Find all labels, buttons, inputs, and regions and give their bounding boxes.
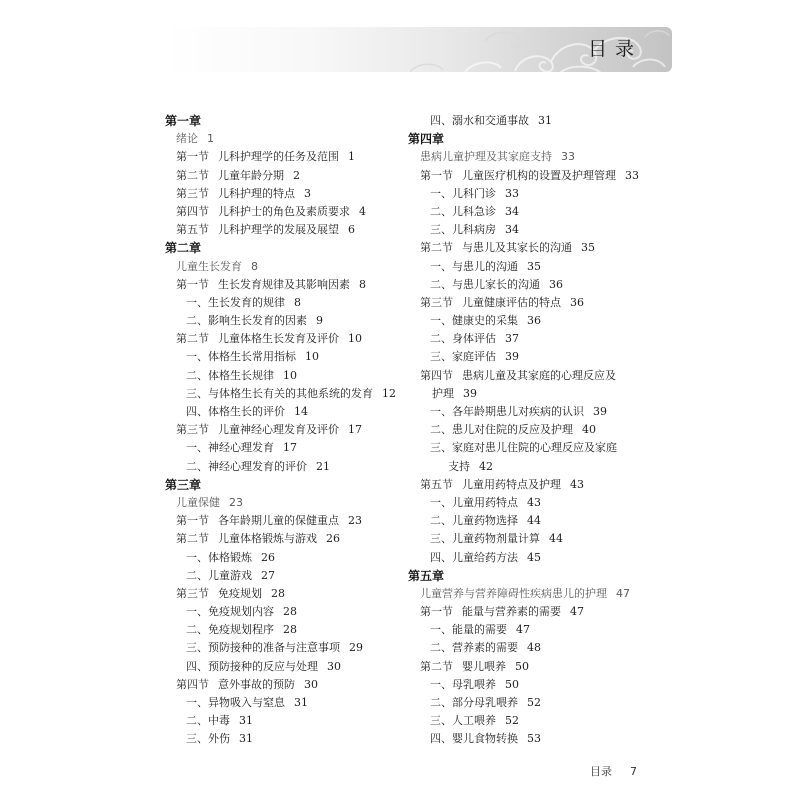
toc-entry-section	[165, 585, 401, 603]
toc-entry-section	[165, 512, 401, 530]
entry-page: 30	[304, 677, 318, 691]
entry-page: 47	[570, 605, 584, 619]
entry-title: 一、异物吸入与窒息	[186, 696, 285, 709]
entry-title: 意外事故的预防	[218, 677, 295, 691]
entry-title: 四、婴儿食物转换	[430, 732, 518, 746]
entry-page: 28	[283, 605, 297, 619]
entry-page: 44	[527, 514, 541, 528]
entry-title: 二、儿科急诊	[430, 204, 496, 218]
toc-entry-section	[408, 239, 670, 257]
toc-entry-subsection	[408, 348, 670, 366]
entry-title: 二、中毒	[186, 714, 230, 728]
section-number: 第一节	[176, 150, 209, 164]
toc-entry-chapter-title	[165, 494, 401, 512]
entry-page: 17	[283, 441, 297, 455]
entry-page: 48	[527, 641, 541, 655]
header-banner	[165, 27, 672, 72]
entry-title: 二、部分母乳喂养	[430, 696, 518, 709]
entry-page: 43	[527, 495, 541, 509]
toc-entry-section	[165, 221, 401, 239]
chapter-heading	[408, 567, 670, 585]
entry-title: 二、影响生长发育的因素	[186, 314, 307, 328]
toc-entry-continuation	[408, 385, 670, 403]
entry-page: 45	[527, 550, 541, 564]
entry-title: 三、与体格生长有关的其他系统的发育	[186, 386, 373, 400]
entry-title: 一、免疫规划内容	[186, 605, 274, 619]
entry-page: 36	[570, 295, 584, 309]
toc-entry-subsection	[165, 567, 401, 585]
entry-page: 27	[261, 568, 275, 582]
toc-entry-subsection	[408, 694, 670, 712]
toc-entry-subsection	[408, 639, 670, 657]
toc-entry-chapter-title	[165, 258, 401, 276]
entry-title: 二、儿童游戏	[186, 568, 252, 582]
toc-entry-subsection	[408, 112, 670, 130]
toc-entry-section	[165, 330, 401, 348]
entry-title: 儿童体格锻炼与游戏	[218, 532, 317, 546]
entry-page: 47	[516, 623, 530, 637]
toc-column-right	[408, 112, 670, 749]
page-title: 目 录	[588, 38, 636, 60]
entry-page: 53	[527, 732, 541, 746]
entry-page: 6	[348, 223, 355, 237]
section-number: 第一节	[176, 277, 209, 291]
toc-entry-section	[165, 167, 401, 185]
toc-column-left	[165, 112, 401, 749]
entry-page: 28	[283, 623, 297, 637]
toc-entry-subsection	[165, 639, 401, 657]
entry-page: 8	[294, 295, 301, 309]
chapter-title: 第三章	[165, 477, 202, 492]
entry-page: 28	[271, 586, 285, 600]
section-number: 第三节	[176, 186, 209, 200]
entry-title: 一、健康史的采集	[430, 314, 518, 328]
entry-page: 33	[505, 186, 519, 200]
entry-title: 三、人工喂养	[430, 714, 496, 728]
entry-title: 支持	[448, 459, 470, 473]
entry-page: 39	[505, 350, 519, 364]
entry-title: 儿童健康评估的特点	[462, 295, 561, 309]
section-number: 第四节	[176, 204, 209, 218]
entry-page: 50	[505, 677, 519, 691]
entry-page: 33	[561, 150, 575, 164]
toc-entry-subsection	[408, 494, 670, 512]
toc-entry-subsection	[165, 294, 401, 312]
section-number: 第二节	[176, 332, 209, 346]
entry-page: 1	[348, 150, 355, 164]
entry-title: 各年龄期儿童的保健重点	[218, 514, 339, 528]
entry-page: 2	[293, 168, 300, 182]
toc-entry-subsection	[408, 276, 670, 294]
entry-title: 一、生长发育的规律	[186, 295, 285, 309]
entry-title: 儿童体格生长发育及评价	[218, 332, 339, 346]
entry-page: 43	[570, 477, 584, 491]
toc-entry-subsection	[165, 549, 401, 567]
entry-page: 47	[616, 586, 630, 600]
toc-entry-subsection	[165, 403, 401, 421]
toc-entry-subsection	[408, 403, 670, 421]
toc-entry-subsection	[408, 530, 670, 548]
section-number: 第五节	[176, 223, 209, 237]
entry-title: 一、神经心理发育	[186, 441, 274, 455]
toc-entry-subsection	[165, 712, 401, 730]
entry-title: 护理	[432, 386, 454, 400]
entry-page: 39	[593, 405, 607, 418]
chapter-title: 第二章	[165, 241, 202, 256]
toc-entry-subsection	[408, 421, 670, 439]
entry-page: 31	[538, 114, 552, 127]
toc-entry-subsection	[408, 549, 670, 567]
toc-entry-section	[165, 276, 401, 294]
chapter-title: 第五章	[408, 568, 445, 583]
entry-title: 与患儿及其家长的沟通	[462, 241, 572, 255]
entry-page: 34	[505, 223, 519, 237]
chapter-heading	[408, 130, 670, 148]
entry-page: 52	[527, 696, 541, 709]
entry-title: 二、免疫规划程序	[186, 623, 274, 637]
entry-title: 儿童用药特点及护理	[462, 477, 561, 491]
entry-title: 二、患儿对住院的反应及护理	[430, 423, 573, 437]
toc-entry-subsection	[408, 221, 670, 239]
entry-title: 四、儿童给药方法	[430, 550, 518, 564]
toc-entry-chapter-title	[408, 585, 670, 603]
entry-page: 35	[527, 259, 541, 273]
toc-entry-subsection	[165, 312, 401, 330]
entry-title: 绪论	[176, 132, 198, 146]
entry-title: 四、预防接种的反应与处理	[186, 659, 318, 673]
toc-entry-subsection	[165, 458, 401, 476]
toc-entry-subsection	[165, 730, 401, 748]
entry-page: 17	[348, 423, 362, 437]
entry-page: 31	[239, 732, 253, 746]
toc-entry-section	[165, 421, 401, 439]
entry-page: 34	[505, 204, 519, 218]
toc-entry-section	[165, 530, 401, 548]
entry-title: 能量与营养素的需要	[462, 605, 561, 619]
entry-title: 三、预防接种的准备与注意事项	[186, 641, 340, 655]
toc-entry-section	[408, 294, 670, 312]
toc-entry-subsection	[165, 694, 401, 712]
entry-title: 二、神经心理发育的评价	[186, 459, 307, 473]
entry-title: 儿科护理的特点	[218, 186, 295, 200]
toc-entry-subsection	[165, 385, 401, 403]
entry-page: 42	[479, 459, 493, 473]
entry-title: 三、外伤	[186, 732, 230, 746]
entry-title: 一、儿科门诊	[430, 186, 496, 200]
toc-entry-subsection	[408, 621, 670, 639]
entry-title: 二、与患儿家长的沟通	[430, 277, 540, 291]
toc-entry-subsection	[165, 439, 401, 457]
entry-page: 8	[251, 259, 258, 273]
entry-title: 儿童神经心理发育及评价	[218, 423, 339, 437]
entry-title: 儿童生长发育	[176, 259, 242, 273]
section-number: 第四节	[176, 677, 209, 691]
section-number: 第三节	[176, 423, 209, 437]
entry-title: 患病儿童护理及其家庭支持	[420, 150, 552, 164]
entry-title: 儿科护士的角色及素质要求	[218, 204, 350, 218]
entry-title: 四、溺水和交通事故	[430, 114, 529, 127]
entry-title: 儿科护理学的任务及范围	[218, 150, 339, 164]
entry-page: 12	[382, 386, 396, 400]
entry-page: 31	[239, 714, 253, 728]
toc-entry-subsection	[408, 258, 670, 276]
entry-title: 生长发育规律及其影响因素	[218, 277, 350, 291]
toc-entry-section	[408, 167, 670, 185]
entry-title: 免疫规划	[218, 586, 262, 600]
entry-page: 14	[294, 405, 308, 418]
toc-entry-subsection	[408, 712, 670, 730]
entry-page: 26	[326, 532, 340, 546]
toc-entry-section	[408, 367, 670, 385]
entry-title: 三、家庭对患儿住院的心理反应及家庭	[430, 441, 617, 455]
toc-entry-chapter-title	[165, 130, 401, 148]
entry-title: 一、能量的需要	[430, 623, 507, 637]
toc-entry-subsection	[408, 439, 670, 457]
entry-page: 10	[283, 368, 297, 382]
entry-page: 44	[549, 532, 563, 546]
entry-title: 儿童保健	[176, 495, 220, 509]
entry-title: 一、体格锻炼	[186, 550, 252, 564]
section-number: 第二节	[176, 532, 209, 546]
toc-entry-subsection	[408, 312, 670, 330]
entry-title: 一、儿童用药特点	[430, 495, 518, 509]
section-number: 第四节	[420, 368, 453, 382]
toc-entry-section	[408, 476, 670, 494]
entry-page: 39	[463, 386, 477, 400]
running-footer-label: 目录	[590, 765, 612, 778]
toc-entry-continuation	[408, 458, 670, 476]
chapter-title: 第四章	[408, 132, 445, 147]
entry-page: 26	[261, 550, 275, 564]
entry-page: 23	[348, 514, 362, 528]
section-number: 第二节	[420, 659, 453, 673]
toc-entry-section	[165, 203, 401, 221]
entry-title: 三、儿科病房	[430, 223, 496, 237]
entry-page: 36	[549, 277, 563, 291]
entry-page: 23	[229, 495, 243, 509]
entry-title: 儿童医疗机构的设置及护理管理	[462, 168, 616, 182]
entry-page: 4	[359, 204, 366, 218]
entry-page: 3	[304, 186, 311, 200]
entry-title: 儿童营养与营养障碍性疾病患儿的护理	[420, 586, 607, 600]
section-number: 第三节	[420, 295, 453, 309]
entry-title: 二、体格生长规律	[186, 368, 274, 382]
entry-page: 1	[207, 132, 214, 146]
toc-entry-subsection	[408, 203, 670, 221]
entry-title: 一、体格生长常用指标	[186, 350, 296, 364]
entry-title: 二、营养素的需要	[430, 641, 518, 655]
entry-title: 一、与患儿的沟通	[430, 259, 518, 273]
toc-entry-subsection	[408, 676, 670, 694]
entry-page: 31	[294, 696, 308, 709]
entry-title: 儿童年龄分期	[218, 168, 284, 182]
entry-title: 一、母乳喂养	[430, 677, 496, 691]
entry-page: 33	[625, 168, 639, 182]
entry-page: 8	[359, 277, 366, 291]
entry-title: 患病儿童及其家庭的心理反应及	[462, 368, 616, 382]
section-number: 第五节	[420, 477, 453, 491]
entry-page: 10	[305, 350, 319, 364]
entry-page: 21	[316, 459, 330, 473]
section-number: 第二节	[176, 168, 209, 182]
toc-entry-section	[408, 658, 670, 676]
chapter-heading	[165, 476, 401, 494]
entry-page: 9	[316, 314, 323, 328]
entry-page: 29	[349, 641, 363, 655]
toc-entry-section	[165, 676, 401, 694]
entry-title: 三、儿童药物剂量计算	[430, 532, 540, 546]
entry-page: 37	[505, 332, 519, 346]
toc-entry-subsection	[165, 621, 401, 639]
entry-title: 二、儿童药物选择	[430, 514, 518, 528]
entry-title: 三、家庭评估	[430, 350, 496, 364]
chapter-heading	[165, 239, 401, 257]
toc-entry-subsection	[165, 367, 401, 385]
entry-page: 50	[515, 659, 529, 673]
entry-title: 一、各年龄期患儿对疾病的认识	[430, 405, 584, 418]
page-number: 7	[630, 765, 637, 778]
toc-entry-subsection	[165, 348, 401, 366]
entry-title: 二、身体评估	[430, 332, 496, 346]
chapter-title: 第一章	[165, 114, 202, 128]
section-number: 第三节	[176, 586, 209, 600]
section-number: 第一节	[176, 514, 209, 528]
toc-entry-subsection	[165, 603, 401, 621]
section-number: 第一节	[420, 168, 453, 182]
entry-page: 10	[348, 332, 362, 346]
section-number: 第二节	[420, 241, 453, 255]
toc-entry-subsection	[408, 185, 670, 203]
entry-title: 四、体格生长的评价	[186, 405, 285, 418]
toc-entry-subsection	[408, 512, 670, 530]
toc-entry-subsection	[165, 658, 401, 676]
toc-entry-section	[165, 148, 401, 166]
entry-page: 40	[582, 423, 596, 437]
entry-title: 儿科护理学的发展及展望	[218, 223, 339, 237]
entry-page: 30	[327, 659, 341, 673]
chapter-heading	[165, 112, 401, 130]
entry-page: 52	[505, 714, 519, 728]
toc-entry-subsection	[408, 730, 670, 748]
section-number: 第一节	[420, 605, 453, 619]
toc-entry-section	[408, 603, 670, 621]
entry-page: 35	[581, 241, 595, 255]
entry-title: 婴儿喂养	[462, 659, 506, 673]
toc-entry-subsection	[408, 330, 670, 348]
toc-entry-section	[165, 185, 401, 203]
toc-entry-chapter-title	[408, 148, 670, 166]
entry-page: 36	[527, 314, 541, 328]
